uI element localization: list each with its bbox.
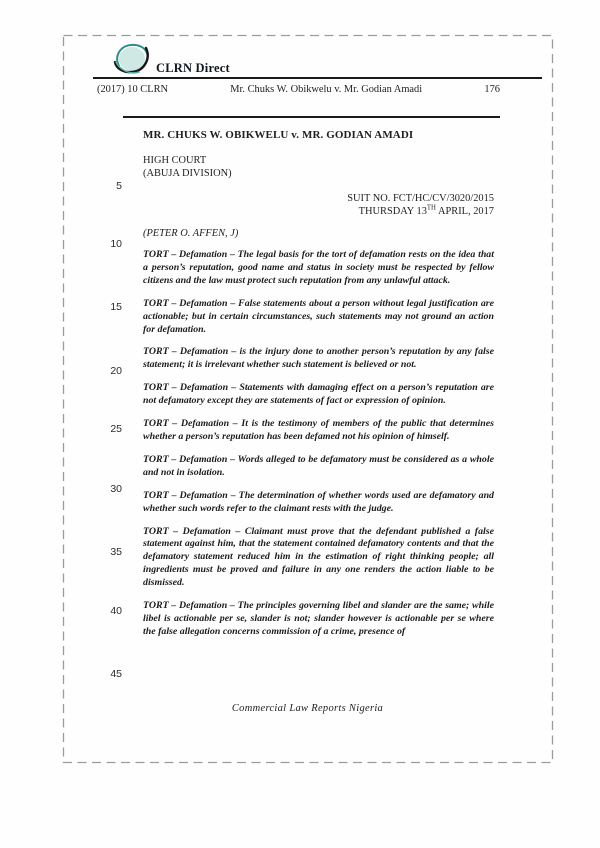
page-number: 176 (484, 84, 500, 95)
headnote-paragraph: TORT – Defamation – The principles governing libel and slander are the same; while libel is actionable per se, slander is not; slander however is actionable per se where the false allegation concerns commission of a crime, presence of (143, 600, 494, 637)
content-rule (123, 116, 500, 118)
citation: (2017) 10 CLRN (97, 84, 168, 95)
line-number: 15 (110, 301, 122, 313)
line-number: 25 (110, 423, 122, 435)
line-number: 35 (110, 546, 122, 558)
brand-name: CLRN Direct (156, 61, 230, 75)
report-body (143, 129, 494, 639)
line-number: 10 (110, 238, 122, 250)
line-number: 5 (116, 180, 122, 192)
line-number: 20 (110, 365, 122, 377)
running-header (97, 84, 500, 95)
headnote-paragraph: TORT – Defamation – It is the testimony of members of the public that determines whether a person’s reputation has been defamed not his opinion of himself. (143, 418, 494, 442)
header-rule (93, 77, 542, 79)
judge-name: (PETER O. AFFEN, J) (143, 228, 239, 239)
headnote-paragraph: TORT – Defamation – Words alleged to be defamatory must be considered as a whole and not in isolation. (143, 453, 494, 478)
headnote-paragraph: TORT – Defamation – False statements about a person without legal justification are actionable; but in certain circumstances, such statements may not ground an action for defamation. (143, 297, 494, 335)
footer-journal-name: Commercial Law Reports Nigeria (231, 703, 384, 714)
hearing-date: THURSDAY 13TH APRIL, 2017 (358, 204, 494, 217)
case-title: MR. CHUKS W. OBIKWELU v. MR. GODIAN AMADI (143, 129, 414, 141)
line-number: 45 (110, 668, 122, 680)
headnote-paragraph: TORT – Defamation – Claimant must prove that the defendant published a false statement against him, that the statement contained defamatory contents and that the defamatory statement reduced him in the estimation of right thinking people; all ingredients must be proved and failure in any one renders the action liable to be dismissed. (143, 525, 494, 589)
suit-number: SUIT NO. FCT/HC/CV/3020/2015 (347, 193, 494, 204)
headnote-paragraph: TORT – Defamation – Statements with damaging effect on a person’s reputation are not defamatory except they are statements of fact or expression of opinion. (143, 382, 494, 407)
court-division: (ABUJA DIVISION) (143, 168, 232, 179)
court-block (143, 154, 494, 180)
date-ordinal: TH (426, 204, 436, 212)
running-case-name: Mr. Chuks W. Obikwelu v. Mr. Godian Amadi (230, 84, 423, 95)
line-number: 30 (110, 483, 122, 495)
suit-block (143, 192, 494, 218)
clrn-logo-icon (110, 38, 154, 80)
line-number: 40 (110, 605, 122, 617)
headnote-paragraph: TORT – Defamation – The legal basis for the tort of defamation rests on the idea that a person’s reputation, good name and status in society must be respected by fellow citizens and the law must protect such reputation from any unlawful attack. (143, 249, 494, 286)
headnote-paragraph: TORT – Defamation – is the injury done to another person’s reputation by any false statement; it is irrelevant whether such statement is believed or not. (143, 346, 494, 371)
court-name: HIGH COURT (143, 155, 207, 166)
headnote-paragraph: TORT – Defamation – The determination of whether words used are defamatory and whether such words refer to the claimant rests with the judge. (143, 489, 494, 514)
